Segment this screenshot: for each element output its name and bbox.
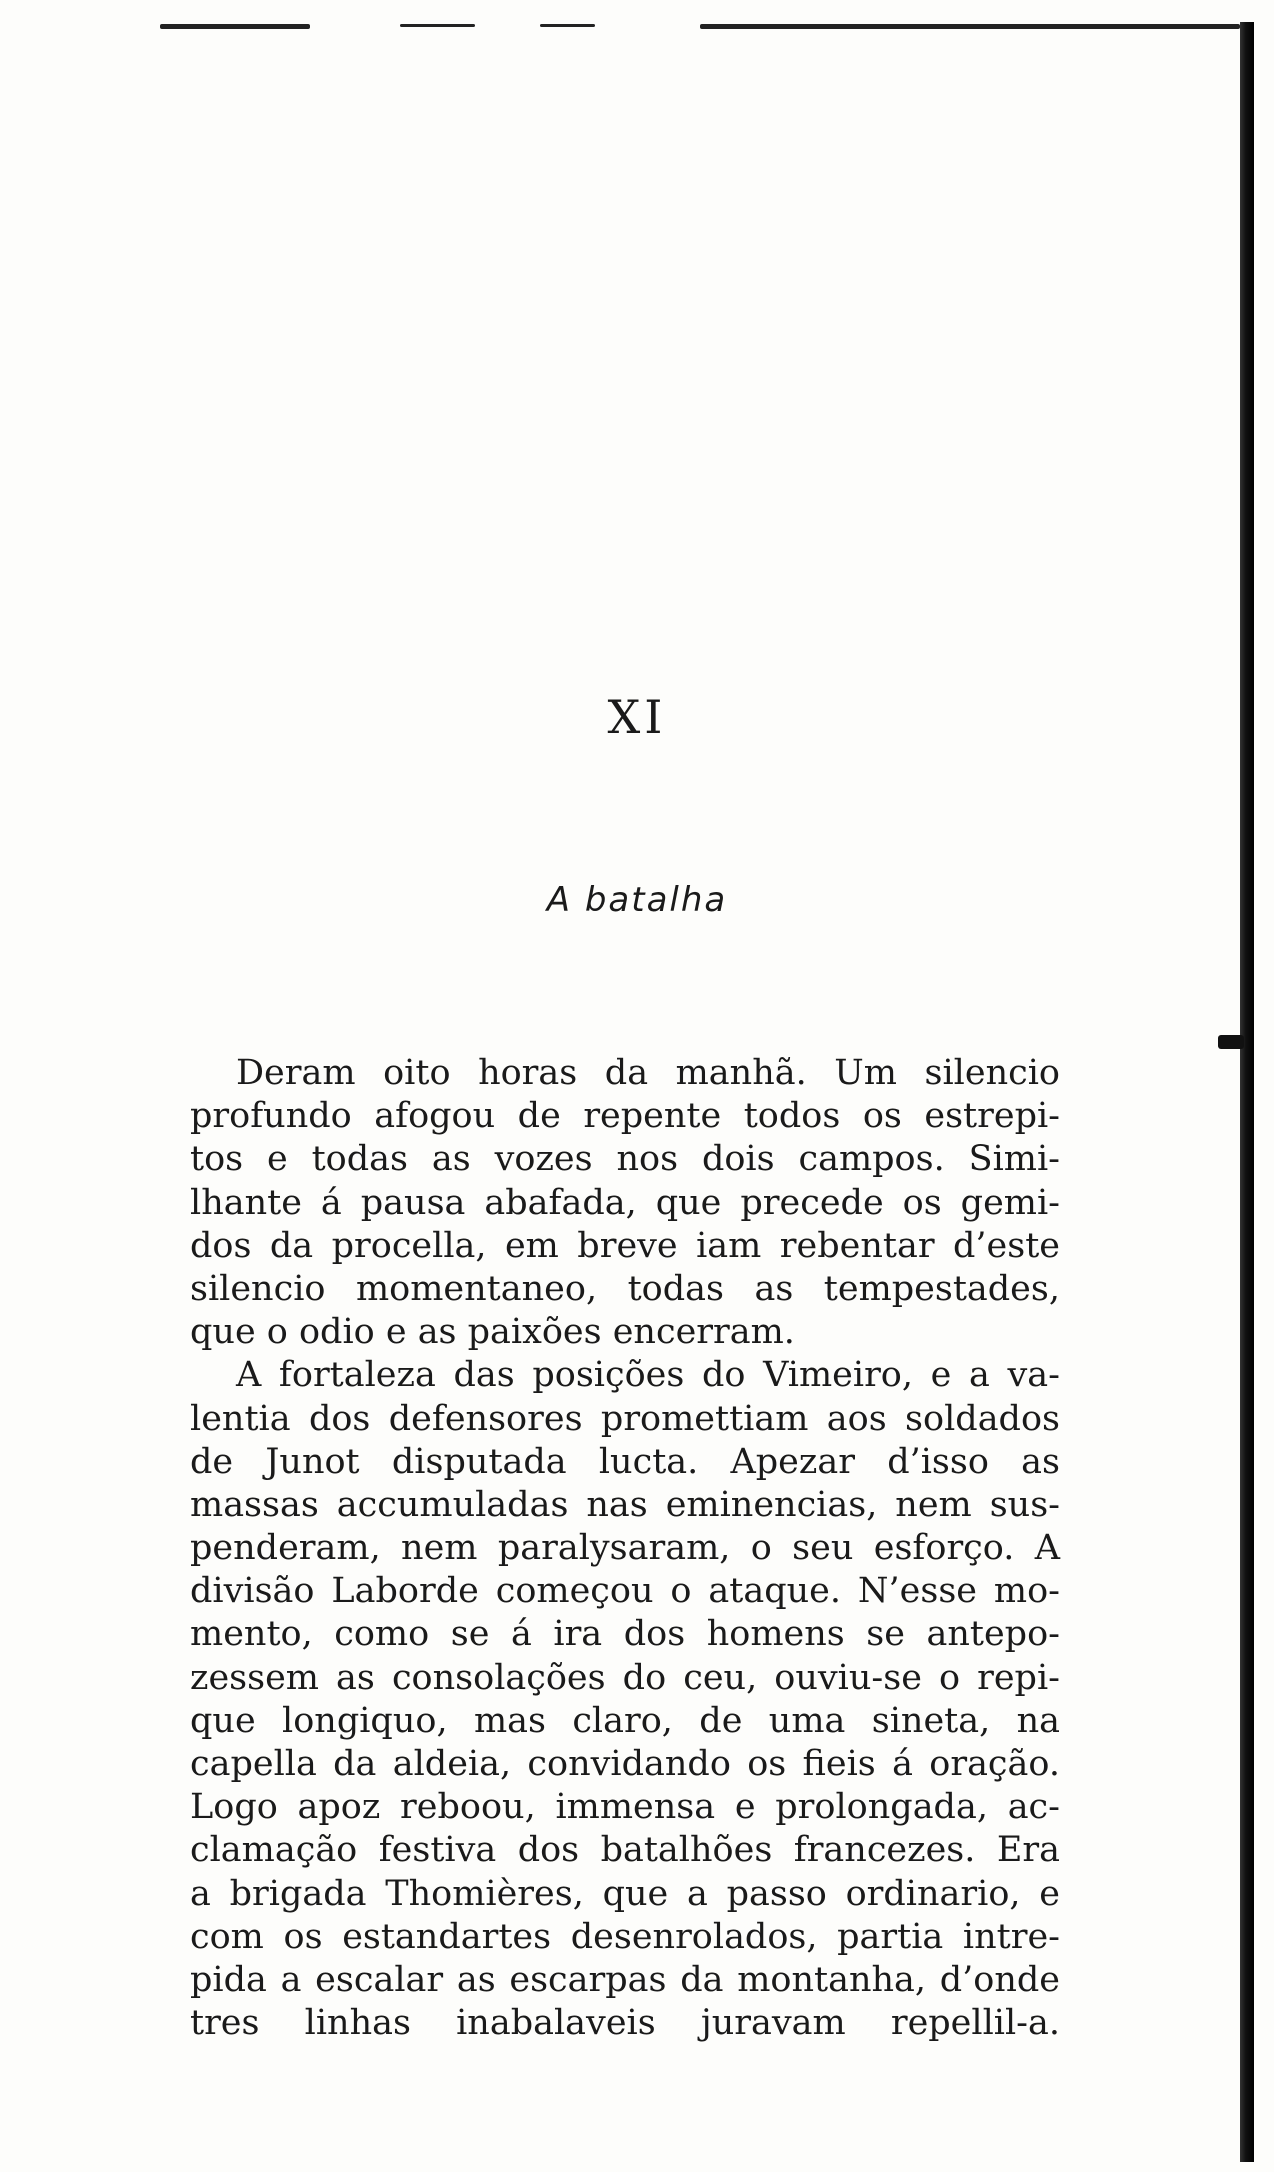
text-line: lentia dos defensores promettiam aos soldados bbox=[190, 1398, 1060, 1439]
text-line: a brigada Thomières, que a passo ordinario, e bbox=[190, 1873, 1060, 1914]
text-line: mento, como se á ira dos homens se antepo- bbox=[190, 1614, 1060, 1655]
text-line: que longiquo, mas claro, de uma sineta, na bbox=[190, 1700, 1060, 1741]
scan-top-edge-mark bbox=[160, 24, 310, 29]
scan-top-edge-mark bbox=[400, 24, 475, 27]
chapter-number: XI bbox=[607, 690, 667, 744]
text-line: clamação festiva dos batalhões francezes. Era bbox=[190, 1830, 1060, 1871]
chapter-title: A batalha bbox=[546, 880, 728, 920]
text-line: tos e todas as vozes nos dois campos. Simi- bbox=[190, 1139, 1060, 1180]
text-line: penderam, nem paralysaram, o seu esforço. A bbox=[190, 1528, 1060, 1569]
scan-top-edge-mark bbox=[540, 24, 595, 27]
text-line: silencio momentaneo, todas as tempestades, bbox=[190, 1268, 1060, 1309]
text-line: Logo apoz reboou, immensa e prolongada, ac- bbox=[190, 1787, 1060, 1828]
text-line: com os estandartes desenrolados, partia intre- bbox=[190, 1916, 1060, 1957]
text-line: pida a escalar as escarpas da montanha, d’onde bbox=[190, 1959, 1060, 2000]
text-line: lhante á pausa abafada, que precede os gemi- bbox=[190, 1182, 1060, 1223]
book-spine-edge bbox=[1240, 22, 1254, 2162]
text-line: massas accumuladas nas eminencias, nem sus- bbox=[190, 1484, 1060, 1525]
body-text bbox=[190, 1052, 1060, 2045]
text-line: profundo afogou de repente todos os estrepi- bbox=[190, 1096, 1060, 1137]
text-line: tres linhas inabalaveis juravam repellil-a. bbox=[190, 2003, 1060, 2044]
text-line: de Junot disputada lucta. Apezar d’isso as bbox=[190, 1441, 1060, 1482]
text-line: que o odio e as paixões encerram. bbox=[190, 1312, 795, 1353]
text-line: zessem as consolações do ceu, ouviu-se o repi- bbox=[190, 1657, 1060, 1698]
book-spine-notch bbox=[1218, 1035, 1244, 1049]
scan-top-edge-mark bbox=[700, 24, 1240, 29]
text-line: capella da aldeia, convidando os fieis á oração. bbox=[190, 1744, 1060, 1784]
text-line: dos da procella, em breve iam rebentar d’este bbox=[190, 1225, 1060, 1266]
text-line: divisão Laborde começou o ataque. N’esse mo- bbox=[190, 1571, 1060, 1612]
text-line: A fortaleza das posições do Vimeiro, e a va- bbox=[236, 1355, 1060, 1396]
text-line: Deram oito horas da manhã. Um silencio bbox=[236, 1053, 1060, 1093]
